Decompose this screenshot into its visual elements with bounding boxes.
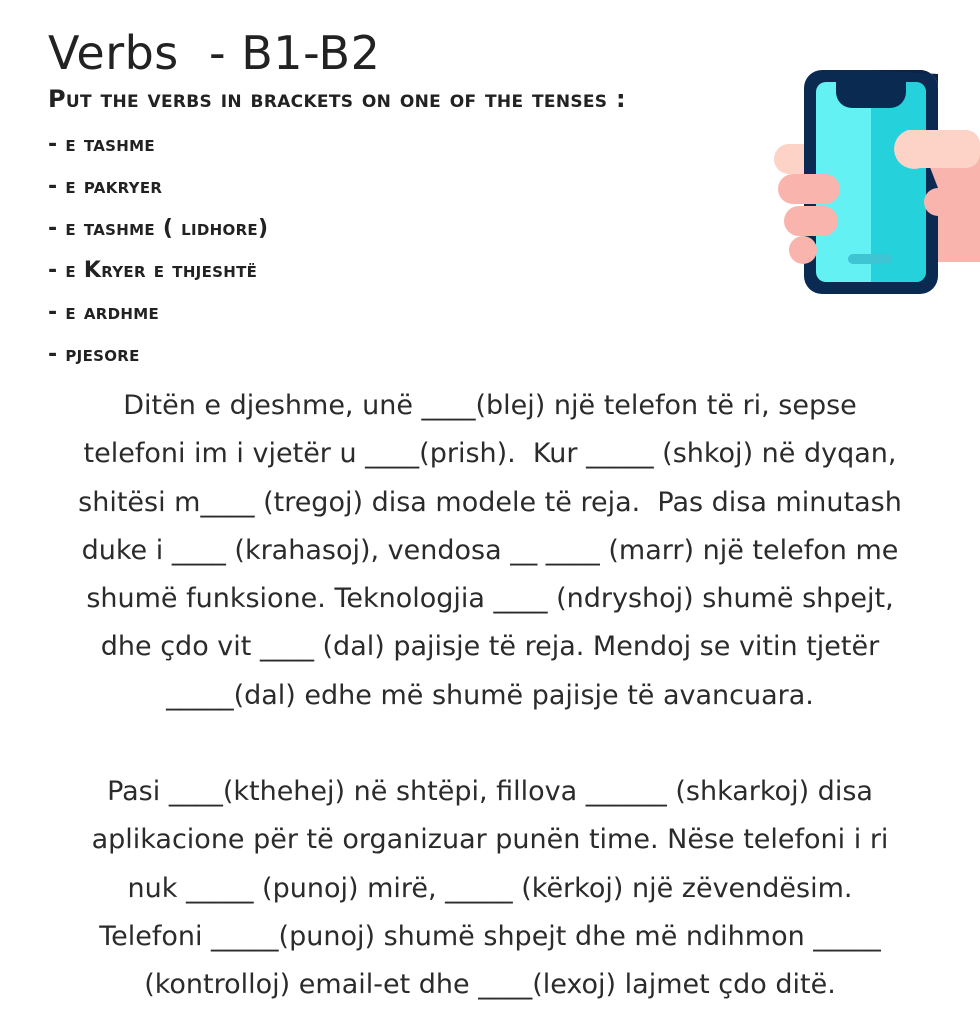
page-title: Verbs - B1-B2 (48, 25, 381, 80)
text-line: dhe çdo vit ____ (dal) pajisje të reja. Mendoj se vitin tjetër (100, 631, 880, 663)
text-line: duke i ____ (krahasoj), vendosa __ ____ (marr) një telefon me (81, 534, 899, 566)
text-line: nuk _____ (punoj) mirë, _____ (kërkoj) një zëvendësim. (127, 872, 853, 904)
finger (789, 236, 817, 264)
phone-screen-shade (871, 82, 926, 282)
text-line: Telefoni _____(punoj) shumë shpejt dhe më ndihmon _____ (99, 920, 881, 952)
text-line: _____(dal) edhe më shumë pajisje të avancuara. (166, 679, 814, 711)
tense-item: - e pakryer (48, 174, 163, 199)
text-line: (kontrolloj) email-et dhe ____(lexoj) lajmet çdo ditë. (144, 969, 836, 1001)
text-line: shumë funksione. Teknologjia ____ (ndryshoj) shumë shpejt, (86, 583, 894, 615)
text-line: Pasi ____(kthehej) në shtëpi, fillova ______ (shkarkoj) disa (107, 776, 873, 807)
tense-list (48, 124, 626, 376)
finger (784, 206, 838, 236)
instructions-heading: Put the verbs in brackets on one of the tenses : (48, 85, 626, 113)
tense-item: - e ardhme (48, 300, 160, 325)
text-line: telefoni im i vjetër u ____(prish). Kur _____ (shkoj) në dyqan, (83, 438, 897, 470)
phone-home-bar (848, 254, 892, 264)
tense-item: - e Kryer e thjeshtë (48, 258, 258, 283)
text-line: shitësi m____ (tregoj) disa modele të reja. Pas disa minutash (78, 486, 902, 518)
tense-item: - e tashme (48, 132, 155, 157)
phone-notch (836, 82, 906, 108)
hand-holding-phone-icon (770, 66, 980, 298)
text-line: Ditën e djeshme, unë ____(blej) një telefon të ri, sepse (123, 390, 857, 421)
thumb (894, 130, 980, 169)
exercise-paragraph-1 (20, 382, 960, 720)
finger (778, 174, 840, 204)
tense-item: - pjesore (48, 342, 140, 367)
tense-item: - e tashme ( lidhore) (48, 216, 269, 241)
text-line: aplikacione për të organizuar punën time. Nëse telefoni i ri (91, 824, 889, 856)
instructions (48, 84, 626, 376)
exercise-paragraph-2 (20, 768, 960, 1009)
